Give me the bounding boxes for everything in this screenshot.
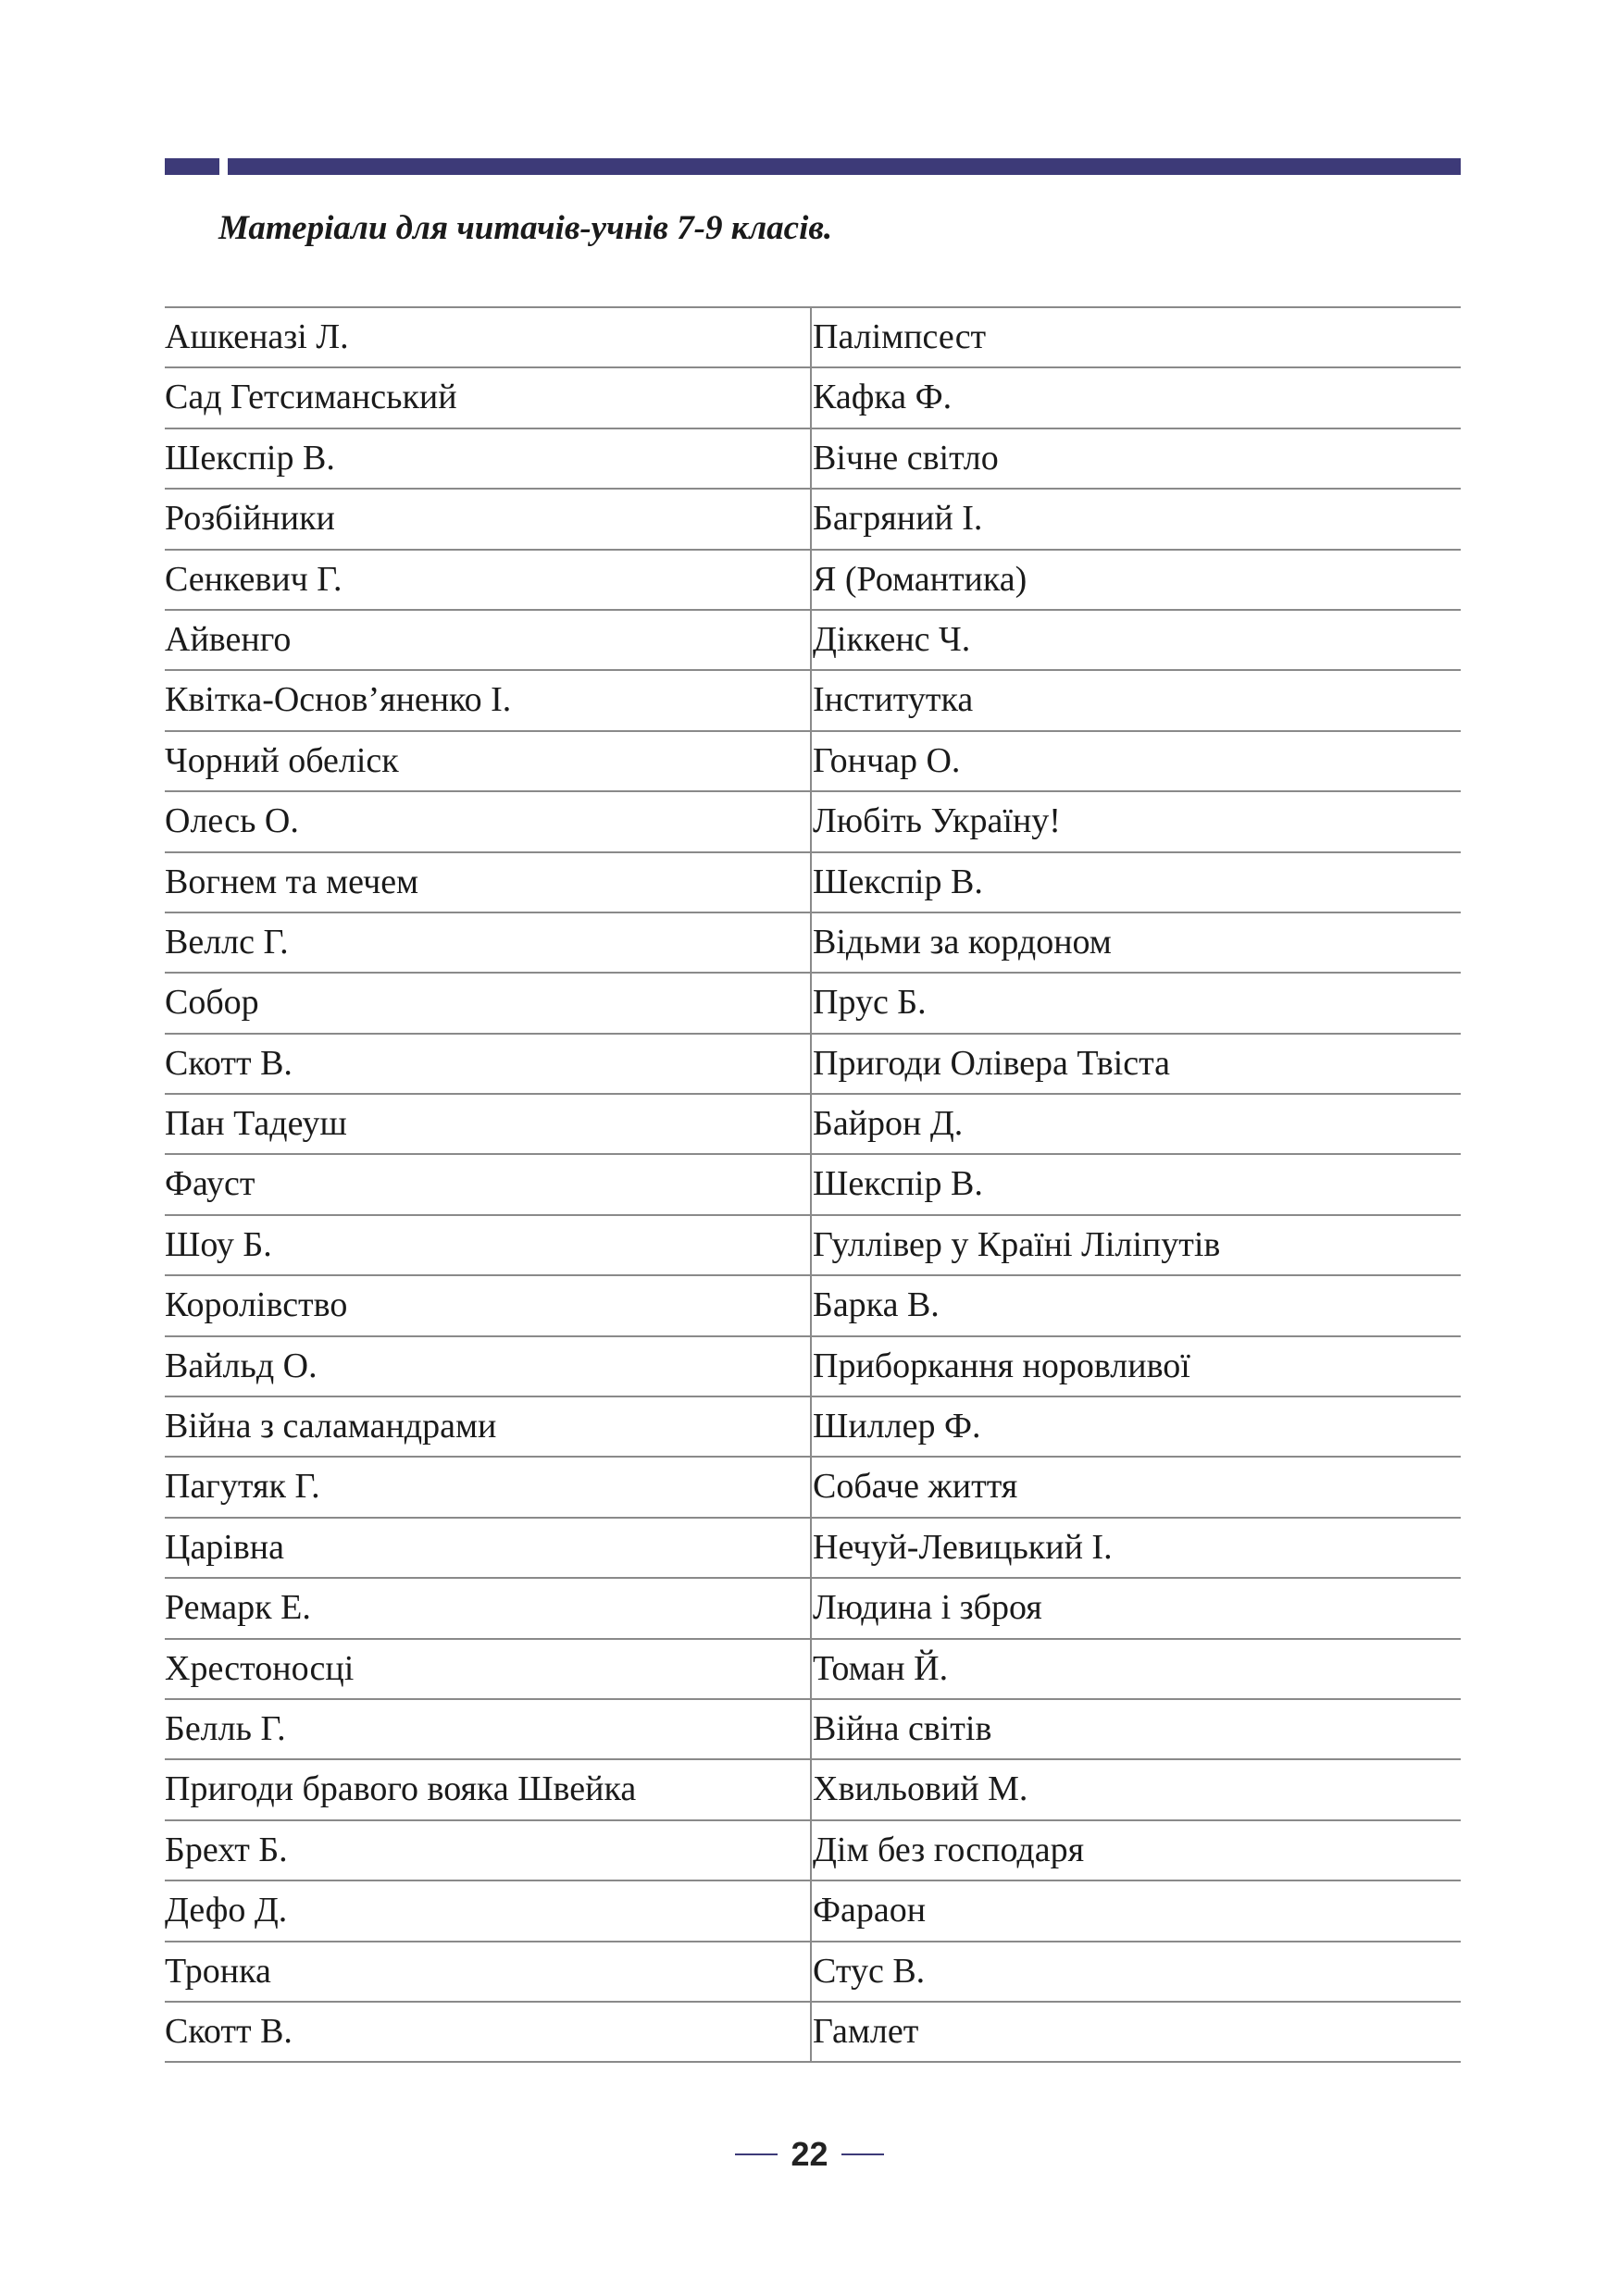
section-subtitle: Матеріали для читачів-учнів 7-9 класів. xyxy=(218,209,833,247)
table-cell-left: Вогнем та мечем xyxy=(165,853,812,912)
table-row xyxy=(165,1337,1461,1397)
table-cell-left: Розбійники xyxy=(165,490,812,548)
table-cell-left: Фауст xyxy=(165,1155,812,1213)
table-row xyxy=(165,1035,1461,1095)
table-row xyxy=(165,429,1461,490)
table-row xyxy=(165,913,1461,974)
page-number: 22 xyxy=(791,2135,828,2173)
table-cell-right: Любіть Україну! xyxy=(813,801,1061,841)
table-cell-right: Байрон Д. xyxy=(813,1104,964,1144)
table-cell-right: Фараон xyxy=(813,1891,927,1930)
table-cell-right: Війна світів xyxy=(813,1708,992,1748)
table-row xyxy=(165,1942,1461,2003)
table-row xyxy=(165,308,1461,368)
table-row xyxy=(165,1276,1461,1336)
table-cell-right: Людина і зброя xyxy=(813,1588,1042,1628)
table-row xyxy=(165,792,1461,852)
table-row xyxy=(165,1458,1461,1518)
table-cell-right: Гончар О. xyxy=(813,740,961,780)
table-row xyxy=(165,671,1461,731)
table-row xyxy=(165,1397,1461,1458)
table-row xyxy=(165,1640,1461,1700)
table-cell-right: Шекспір В. xyxy=(813,862,983,901)
table-cell-right: Барка В. xyxy=(813,1285,940,1325)
table-cell-left: Війна з саламандрами xyxy=(165,1397,812,1456)
table-cell-left: Хрестоносці xyxy=(165,1640,812,1698)
table-cell-right: Гуллівер у Країні Ліліпутів xyxy=(813,1224,1221,1264)
table-cell-right: Кафка Ф. xyxy=(813,378,953,417)
table-cell-left: Вайльд О. xyxy=(165,1337,812,1396)
table-cell-left: Сенкевич Г. xyxy=(165,551,812,609)
table-cell-right: Стус В. xyxy=(813,1951,926,1991)
table-row xyxy=(165,368,1461,428)
table-cell-left: Сад Гетсиманський xyxy=(165,368,812,427)
table-row xyxy=(165,1155,1461,1215)
table-cell-left: Брехт Б. xyxy=(165,1821,812,1880)
table-cell-left: Олесь О. xyxy=(165,792,812,850)
table-cell-left: Чорний обеліск xyxy=(165,732,812,790)
table-cell-right: Палімпсест xyxy=(813,317,987,356)
table-cell-right: Відьми за кордоном xyxy=(813,922,1112,962)
table-cell-right: Шекспір В. xyxy=(813,1164,983,1204)
table-cell-left: Шекспір В. xyxy=(165,429,812,488)
table-cell-left: Скотт В. xyxy=(165,2003,812,2061)
page-footer xyxy=(0,2135,1619,2174)
header-accent-bar-short xyxy=(165,158,219,175)
table-cell-right: Інститутка xyxy=(813,680,974,720)
table-cell-left: Веллс Г. xyxy=(165,913,812,972)
table-cell-left: Пригоди бравого вояка Швейка xyxy=(165,1760,812,1818)
table-cell-left: Тронка xyxy=(165,1942,812,2001)
table-cell-right: Прус Б. xyxy=(813,983,927,1023)
table-row xyxy=(165,1881,1461,1942)
table-cell-right: Діккенс Ч. xyxy=(813,619,971,659)
table-cell-right: Собаче життя xyxy=(813,1467,1018,1507)
table-row xyxy=(165,551,1461,611)
table-row xyxy=(165,732,1461,792)
table-cell-right: Нечуй-Левицький І. xyxy=(813,1527,1113,1567)
table-cell-left: Пагутяк Г. xyxy=(165,1458,812,1516)
table-row xyxy=(165,490,1461,550)
table-cell-left: Дефо Д. xyxy=(165,1881,812,1940)
table-row xyxy=(165,853,1461,913)
table-cell-right: Багряний І. xyxy=(813,499,983,539)
table-cell-right: Приборкання норовливої xyxy=(813,1346,1190,1385)
header-accent-bar-long xyxy=(228,158,1461,175)
table-cell-right: Дім без господаря xyxy=(813,1830,1085,1869)
footer-dash-left xyxy=(735,2153,778,2155)
table-cell-left: Ашкеназі Л. xyxy=(165,308,812,366)
table-row xyxy=(165,1216,1461,1276)
footer-dash-right xyxy=(841,2153,884,2155)
table-cell-left: Пан Тадеуш xyxy=(165,1095,812,1153)
table-cell-left: Квітка-Основ’яненко І. xyxy=(165,671,812,729)
table-cell-left: Белль Г. xyxy=(165,1700,812,1758)
table-cell-right: Хвильовий М. xyxy=(813,1769,1028,1809)
table-cell-right: Я (Романтика) xyxy=(813,559,1027,599)
table-row xyxy=(165,1700,1461,1760)
table-cell-left: Собор xyxy=(165,974,812,1032)
table-cell-right: Шиллер Ф. xyxy=(813,1407,981,1446)
table-row xyxy=(165,611,1461,671)
table-cell-left: Скотт В. xyxy=(165,1035,812,1093)
table-cell-right: Томан Й. xyxy=(813,1648,949,1688)
table-cell-right: Пригоди Олівера Твіста xyxy=(813,1043,1171,1083)
table-cell-left: Айвенго xyxy=(165,611,812,669)
table-row xyxy=(165,1760,1461,1820)
table-cell-left: Королівство xyxy=(165,1276,812,1334)
table-row xyxy=(165,1579,1461,1639)
reading-list-table xyxy=(165,306,1461,2063)
table-cell-left: Ремарк Е. xyxy=(165,1579,812,1637)
table-row xyxy=(165,1095,1461,1155)
table-cell-right: Гамлет xyxy=(813,2011,919,2051)
table-row xyxy=(165,1519,1461,1579)
table-cell-left: Шоу Б. xyxy=(165,1216,812,1274)
table-cell-left: Царівна xyxy=(165,1519,812,1577)
table-cell-right: Вічне світло xyxy=(813,438,999,478)
table-row xyxy=(165,1821,1461,1881)
table-row xyxy=(165,2003,1461,2063)
table-row xyxy=(165,974,1461,1034)
